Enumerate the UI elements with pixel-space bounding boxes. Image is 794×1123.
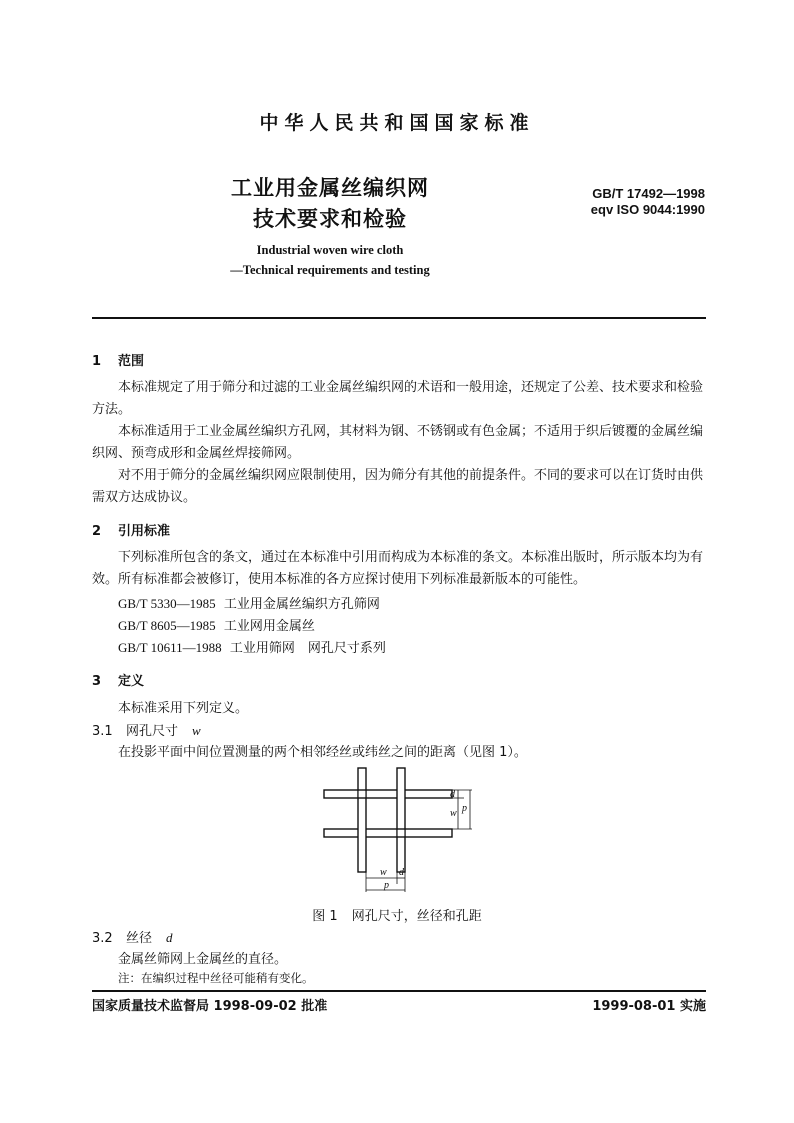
- title-en-line2: —Technical requirements and testing: [230, 263, 430, 277]
- section-1-paragraph-1: [92, 377, 708, 421]
- definition-term: 丝径: [126, 931, 153, 946]
- weave-crossing: [359, 791, 366, 798]
- title-zh-line1: 工业用金属丝编织网: [231, 176, 429, 200]
- paragraph-text: 本标准适用于工业金属丝编织方孔网，其材料为钢、不锈钢或有色金属；不适用于织后镀覆的金属丝编织网、预弯成形和金属丝焊接筛网。: [92, 424, 704, 461]
- footer-divider: [92, 990, 706, 992]
- weave-crossing: [398, 830, 405, 837]
- reference-item: [118, 593, 380, 612]
- reference-item: [118, 615, 315, 634]
- section-number: 2: [92, 524, 102, 539]
- label-d-right: d: [450, 789, 455, 800]
- paragraph-text: 本标准规定了用于筛分和过滤的工业金属丝编织网的术语和一般用途，还规定了公差、技术要求和检验方法。: [92, 380, 704, 417]
- approval-statement: 国家质量技术监督局 1998-09-02 批准: [92, 999, 328, 1014]
- horizontal-wire-top: [324, 790, 452, 798]
- vertical-wire-left: [358, 768, 366, 872]
- definition-term: 网孔尺寸: [126, 724, 179, 739]
- figure-1-caption: [0, 905, 794, 924]
- section-title: 定义: [118, 674, 145, 689]
- reference-title: 工业网用金属丝: [223, 619, 315, 634]
- section-3-heading: [92, 670, 144, 689]
- definition-3-1-text: 在投影平面中间位置测量的两个相邻经丝或纬丝之间的距离（见图 1）。: [118, 745, 527, 760]
- section-1-paragraph-3: [92, 465, 708, 509]
- horizontal-wire-bottom: [324, 829, 452, 837]
- vertical-wire-right: [397, 768, 405, 872]
- section-1-paragraph-2: [92, 421, 708, 465]
- section-3-intro: 本标准采用下列定义。: [118, 701, 249, 716]
- section-title: 范围: [118, 354, 145, 369]
- definition-3-2-text: 金属丝筛网上金属丝的直径。: [118, 952, 288, 967]
- section-number: 3: [92, 674, 102, 689]
- standard-code: GB/T 17492—1998: [592, 186, 705, 201]
- reference-item: [118, 637, 386, 656]
- section-title: 引用标准: [118, 524, 171, 539]
- header-divider: [92, 317, 706, 319]
- section-2-paragraph-1: [92, 547, 708, 591]
- paragraph-text: 下列标准所包含的条文，通过在本标准中引用而构成为本标准的条文。本标准出版时，所示版本均为有效。所有标准都会被修订，使用本标准的各方应探讨使用下列标准最新版本的可能性。: [92, 550, 704, 587]
- reference-title: 工业用金属丝编织方孔筛网: [223, 597, 380, 612]
- label-w-bottom: w: [380, 867, 387, 878]
- figure-number: 图 1: [312, 909, 338, 924]
- section-1-heading: [92, 350, 144, 369]
- reference-title: 工业用筛网 网孔尺寸系列: [229, 641, 386, 656]
- definition-number: 3.1: [92, 724, 113, 739]
- section-2-heading: [92, 520, 170, 539]
- definition-symbol: d: [166, 930, 173, 945]
- definition-3-2-note: 注：在编织过程中丝径可能稍有变化。: [118, 971, 314, 985]
- figure-caption-text: 网孔尺寸，丝径和孔距: [351, 909, 482, 924]
- implementation-date: 1999-08-01 实施: [592, 999, 706, 1014]
- title-en-line1: Industrial woven wire cloth: [256, 243, 404, 257]
- section-number: 1: [92, 354, 102, 369]
- reference-code: GB/T 5330—1985: [118, 596, 216, 611]
- definition-symbol: w: [192, 723, 201, 738]
- figure-1-wire-mesh-diagram: [318, 764, 478, 900]
- definition-3-2-heading: [92, 927, 173, 946]
- definition-number: 3.2: [92, 931, 113, 946]
- reference-code: GB/T 8605—1985: [118, 618, 216, 633]
- reference-code: GB/T 10611—1988: [118, 640, 222, 655]
- equivalent-code: eqv ISO 9044:1990: [590, 202, 705, 217]
- label-p-bottom: p: [384, 880, 389, 891]
- label-w-right: w: [450, 808, 457, 819]
- title-zh-line2: 技术要求和检验: [253, 207, 407, 231]
- definition-3-1-heading: [92, 720, 201, 739]
- label-p-right: p: [462, 803, 467, 814]
- national-standard-heading: 中华人民共和国国家标准: [259, 112, 535, 134]
- label-d-bottom: d: [399, 867, 404, 878]
- paragraph-text: 对不用于筛分的金属丝编织网应限制使用，因为筛分有其他的前提条件。不同的要求可以在订货时由供需双方达成协议。: [92, 468, 704, 505]
